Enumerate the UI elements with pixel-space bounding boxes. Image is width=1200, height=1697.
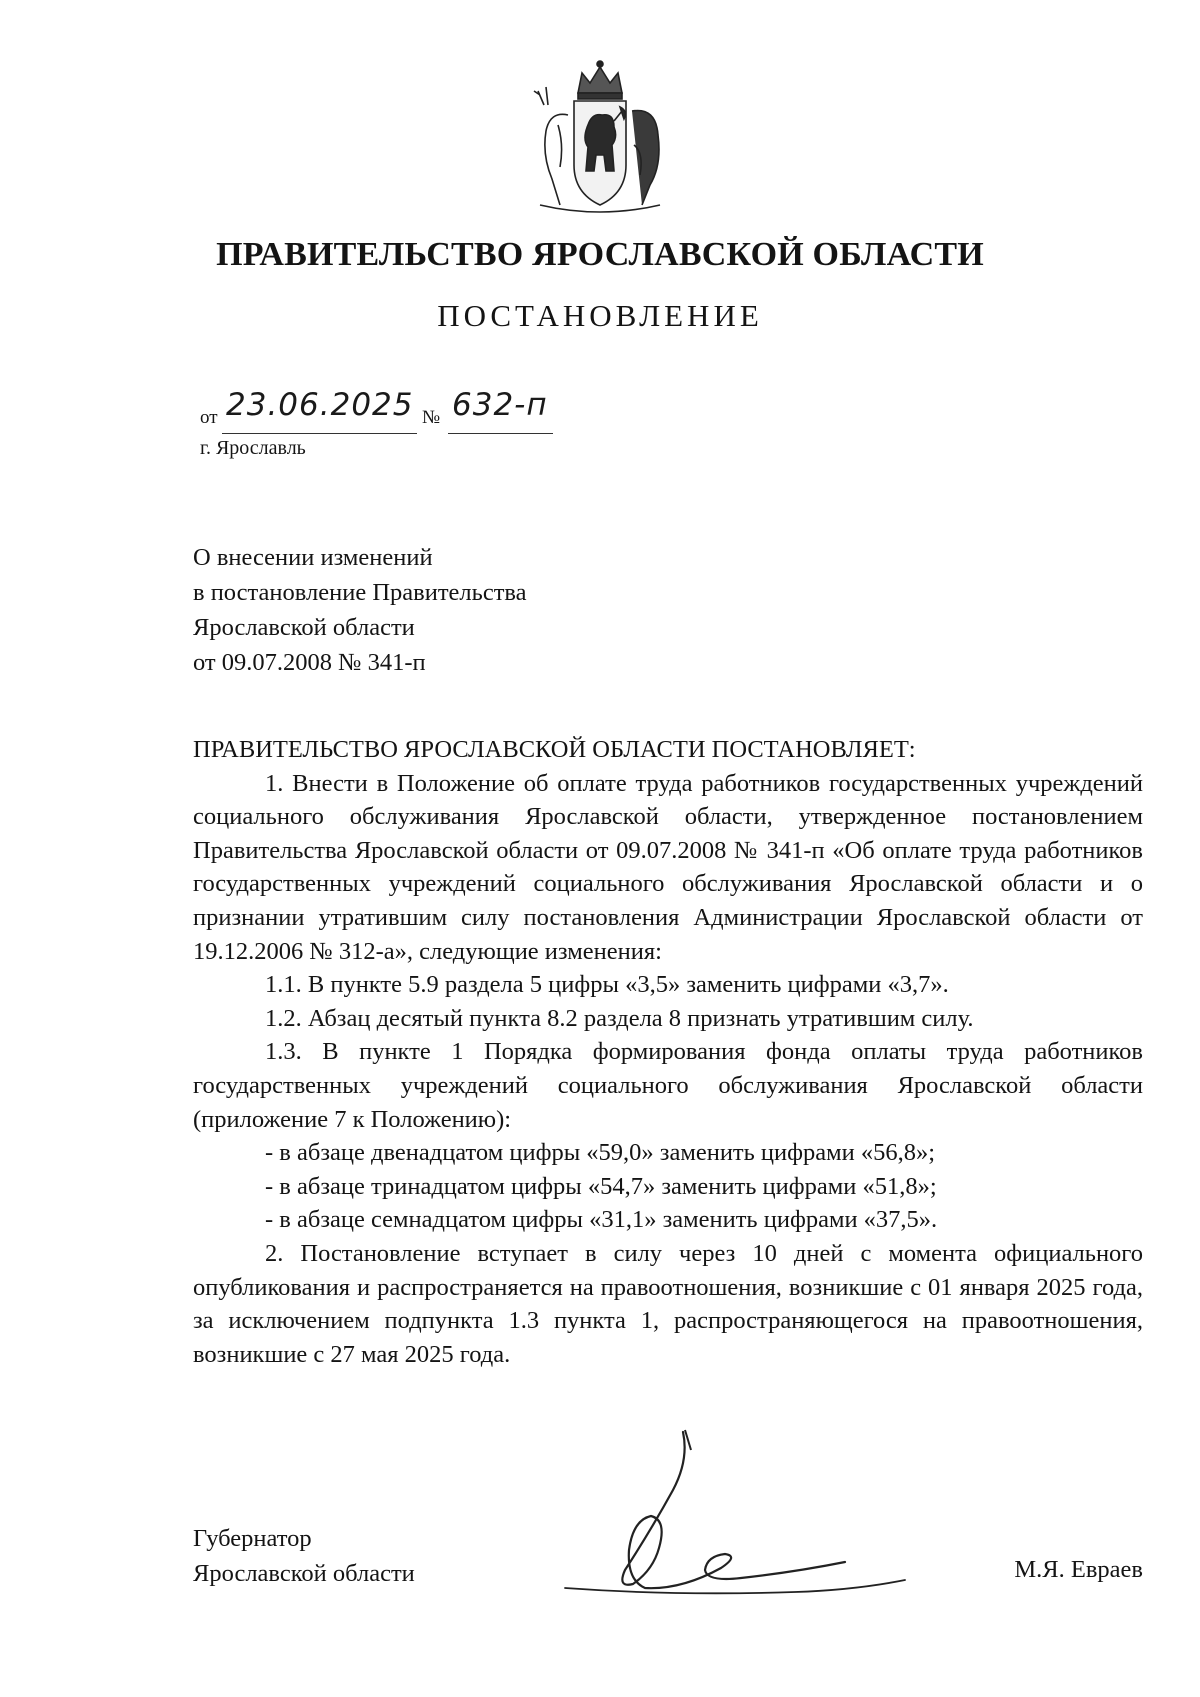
- document-number: 632-п: [452, 387, 548, 423]
- document-date-number: [200, 387, 620, 433]
- signer-position: [193, 1521, 415, 1591]
- subject-line: от 09.07.2008 № 341-п: [193, 649, 426, 676]
- paragraph-1-3: 1.3. В пункте 1 Порядка формирования фонда оплаты труда работников государственных учреждений социального обслуживания Ярославской области (приложение 7 к Положению):: [193, 1038, 1143, 1133]
- signer-name: М.Я. Евраев: [1014, 1556, 1143, 1583]
- list-item: - в абзаце тринадцатом цифры «54,7» заменить цифрами «51,8»;: [265, 1172, 937, 1200]
- coat-of-arms-icon: [530, 55, 670, 215]
- document-body: [193, 733, 1143, 1371]
- number-underline: [448, 433, 553, 434]
- subject-line: Ярославской области: [193, 614, 415, 641]
- paragraph-1: 1. Внести в Положение об оплате труда работников государственных учреждений социального обслуживания Ярославской области, утвержденное постановлением Правительства Ярославской области от 09.07.2008 № 341-п «Об оплате труда работников государственных учреждений социального обслуживания Ярославской области и о признании утратившим силу постановления Администрации Ярославской области от 19.12.2006 № 312-а», следующие изменения:: [193, 769, 1143, 965]
- city: г. Ярославль: [200, 437, 306, 459]
- number-prefix: №: [422, 407, 441, 428]
- government-title: ПРАВИТЕЛЬСТВО ЯРОСЛАВСКОЙ ОБЛАСТИ: [216, 236, 984, 273]
- paragraph-1-1: 1.1. В пункте 5.9 раздела 5 цифры «3,5» заменить цифрами «3,7».: [265, 971, 949, 999]
- document-subject: [193, 540, 527, 680]
- document-date: 23.06.2025: [226, 387, 414, 423]
- subject-line: в постановление Правительства: [193, 579, 527, 606]
- list-item: - в абзаце семнадцатом цифры «31,1» заменить цифрами «37,5».: [265, 1206, 938, 1234]
- handwritten-signature: [555, 1420, 915, 1610]
- subject-line: О внесении изменений: [193, 544, 433, 571]
- date-underline: [222, 433, 417, 434]
- list-item: - в абзаце двенадцатом цифры «59,0» заменить цифрами «56,8»;: [265, 1139, 936, 1167]
- document-type: ПОСТАНОВЛЕНИЕ: [437, 298, 763, 333]
- signer-position-line: Губернатор: [193, 1525, 312, 1552]
- paragraph-2: 2. Постановление вступает в силу через 10 дней с момента официального опубликования и распространяется на правоотношения, возникшие с 01 января 2025 года, за исключением подпункта 1.3 пункта 1, распространяющегося на правоотношения, возникшие с 27 мая 2025 года.: [193, 1239, 1143, 1368]
- paragraph-1-2: 1.2. Абзац десятый пункта 8.2 раздела 8 признать утратившим силу.: [265, 1004, 974, 1032]
- resolution-heading: ПРАВИТЕЛЬСТВО ЯРОСЛАВСКОЙ ОБЛАСТИ ПОСТАНОВЛЯЕТ:: [193, 736, 916, 763]
- date-prefix: от: [200, 407, 218, 428]
- signer-position-line: Ярославской области: [193, 1560, 415, 1587]
